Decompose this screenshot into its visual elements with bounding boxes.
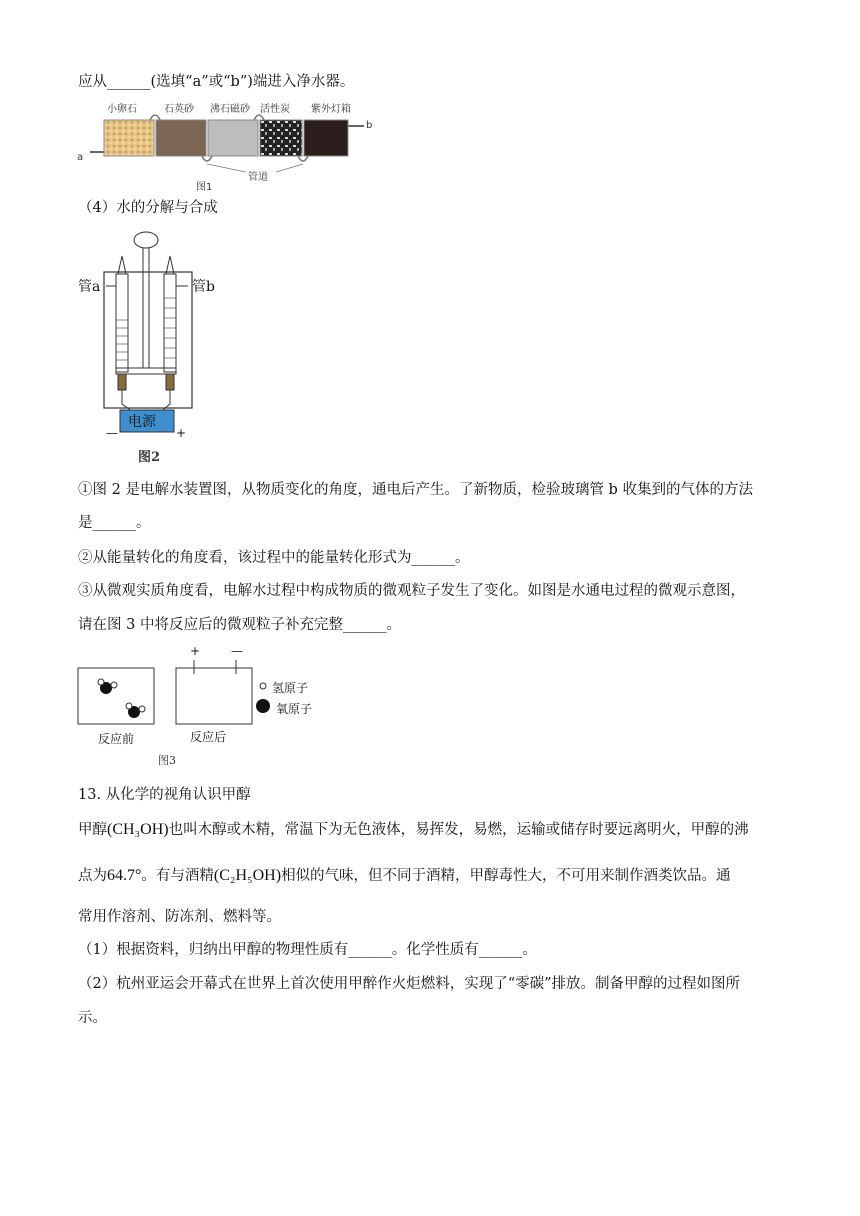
figure-3-microscopic bbox=[76, 644, 356, 770]
legend-hydrogen-atom: 氢原子 bbox=[272, 681, 309, 695]
tube-a-label: 管a bbox=[78, 279, 101, 295]
question-3-text: ③从微观实质角度看，电解水过程中构成物质的微观粒子发生了变化。如图是水通电过程的微观示意图， bbox=[78, 583, 745, 599]
positive-terminal-label: + bbox=[176, 426, 187, 440]
text: 相似的气味，但不同于酒精，甲醇毒性大，不可用来制作酒类饮品。通 bbox=[281, 868, 731, 884]
negative-terminal-label: — bbox=[106, 426, 118, 440]
methanol-paragraph-line3: 常用作溶剂、防冻剂、燃料等。 bbox=[78, 909, 281, 925]
figure-3-caption: 图3 bbox=[158, 754, 176, 767]
particle-diagram bbox=[76, 644, 356, 770]
methanol-paragraph-line2 bbox=[78, 866, 731, 886]
electrode-minus: — bbox=[231, 644, 243, 658]
end-label-a: a bbox=[77, 152, 84, 163]
power-supply-label: 电源 bbox=[128, 414, 156, 430]
end-label-b: b bbox=[366, 120, 373, 131]
pipe-label: 管道 bbox=[248, 172, 268, 183]
text: 点为 bbox=[78, 868, 107, 884]
question-1-text-cont: 是______。 bbox=[78, 515, 151, 531]
question-2-text: ②从能量转化的角度看，该过程中的能量转化形式为______。 bbox=[78, 550, 470, 566]
formula-ethanol: (C₂H₅OH) bbox=[213, 867, 282, 884]
question-1-text: ①图 2 是电解水装置图，从物质变化的角度，通电后产生。了新物质，检验玻璃管 b 收集到的气体的方法 bbox=[78, 482, 753, 498]
figure-1-water-purifier bbox=[76, 96, 396, 192]
sub-question-1: （1）根据资料，归纳出甲醇的物理性质有______。化学性质有______。 bbox=[78, 942, 537, 958]
text: 甲醇 bbox=[78, 822, 107, 838]
formula-methanol: (CH₃OH) bbox=[107, 821, 169, 838]
methanol-paragraph-line1 bbox=[78, 820, 749, 840]
label-after-reaction: 反应后 bbox=[190, 730, 227, 744]
text: 也叫木醇或木精，常温下为无色液体，易挥发，易燃，运输或储存时要远离明火，甲醇的沸 bbox=[168, 822, 749, 838]
question-3-text-cont: 请在图 3 中将反应后的微观粒子补充完整______。 bbox=[78, 617, 401, 633]
fill-blank-line: 应从______(选填“a”或“b”)端进入净水器。 bbox=[78, 74, 355, 90]
figure-2-electrolysis bbox=[76, 228, 226, 468]
boiling-point: 64.7° bbox=[107, 867, 142, 884]
layer-label-activated-carbon: 活性炭 bbox=[260, 104, 290, 115]
layer-label-pebble: 小卵石 bbox=[107, 104, 137, 115]
electrolysis-diagram bbox=[76, 228, 226, 468]
tube-b-label: 管b bbox=[192, 279, 215, 295]
layer-label-uv-lamp: 紫外灯箱 bbox=[311, 104, 351, 115]
sub-question-2-cont: 示。 bbox=[78, 1010, 107, 1026]
label-before-reaction: 反应前 bbox=[98, 732, 135, 746]
legend-oxygen-atom: 氧原子 bbox=[276, 702, 313, 716]
figure-2-caption: 图2 bbox=[138, 450, 161, 465]
question-13-title: 13. 从化学的视角认识甲醇 bbox=[78, 787, 251, 803]
layer-label-quartz-sand: 石英砂 bbox=[164, 104, 194, 115]
section-title-4: （4）水的分解与合成 bbox=[78, 200, 218, 216]
sub-question-2: （2）杭州亚运会开幕式在世界上首次使用甲醉作火炬燃料，实现了“零碳”排放。制备甲醇的过程如图所 bbox=[78, 976, 741, 992]
text: 。有与酒精 bbox=[141, 868, 214, 884]
electrode-plus: + bbox=[190, 644, 201, 658]
figure-1-caption: 图1 bbox=[196, 182, 213, 193]
layer-label-zeolite: 沸石磁砂 bbox=[210, 104, 250, 115]
